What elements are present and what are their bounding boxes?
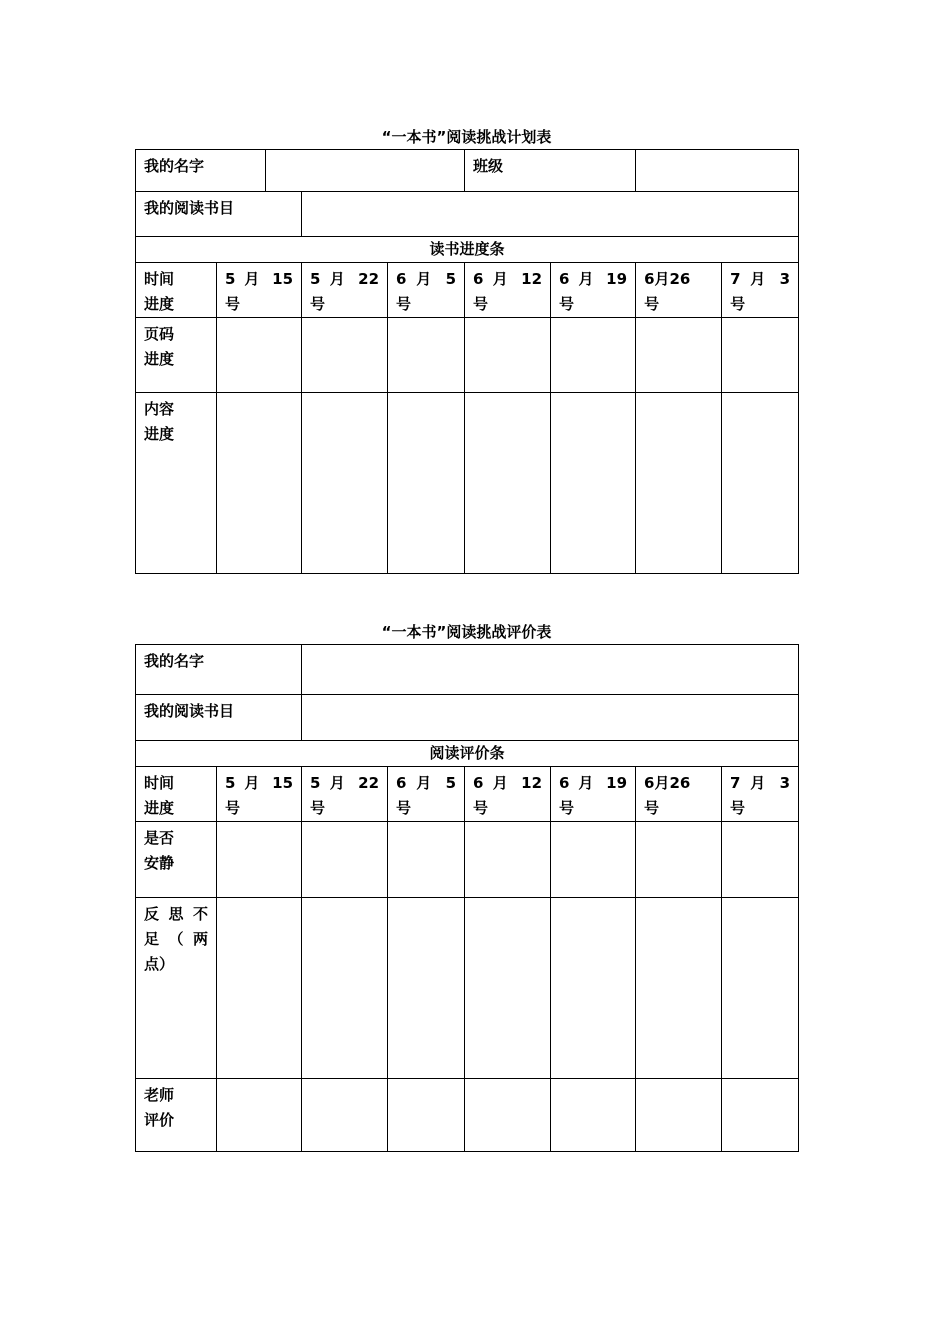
eval-date-2: 5 月 22 号 — [302, 767, 388, 822]
eval-date-5: 6 月 19 号 — [551, 767, 636, 822]
eval-reflect-cell[interactable] — [636, 898, 722, 1079]
plan-content-cell[interactable] — [722, 393, 799, 574]
eval-title: “一本书”阅读挑战评价表 — [381, 623, 552, 641]
plan-date-6: 6月26 号 — [636, 263, 722, 318]
plan-date-7: 7 月 3 号 — [722, 263, 799, 318]
eval-quiet-cell[interactable] — [388, 822, 465, 898]
eval-teacher-cell[interactable] — [217, 1079, 302, 1152]
eval-teacher-cell[interactable] — [551, 1079, 636, 1152]
eval-date-1: 5 月 15 号 — [217, 767, 302, 822]
plan-title: “一本书”阅读挑战计划表 — [381, 128, 552, 146]
eval-reflect-cell[interactable] — [302, 898, 388, 1079]
eval-section-header: 阅读评价条 — [136, 741, 799, 767]
eval-teacher-cell[interactable] — [302, 1079, 388, 1152]
eval-quiet-cell[interactable] — [551, 822, 636, 898]
plan-page-cell[interactable] — [636, 318, 722, 393]
plan-date-5: 6 月 19 号 — [551, 263, 636, 318]
plan-date-4: 6 月 12 号 — [465, 263, 551, 318]
plan-table — [135, 149, 799, 574]
plan-page-cell[interactable] — [465, 318, 551, 393]
eval-quiet-cell[interactable] — [722, 822, 799, 898]
eval-date-6: 6月26 号 — [636, 767, 722, 822]
plan-page-cell[interactable] — [302, 318, 388, 393]
plan-booklist-field[interactable] — [302, 192, 799, 237]
plan-page-cell[interactable] — [388, 318, 465, 393]
eval-quiet-cell[interactable] — [636, 822, 722, 898]
eval-quiet-label: 是否 安静 — [136, 822, 217, 898]
eval-reflect-cell[interactable] — [551, 898, 636, 1079]
plan-content-cell[interactable] — [302, 393, 388, 574]
plan-content-cell[interactable] — [217, 393, 302, 574]
eval-teacher-cell[interactable] — [636, 1079, 722, 1152]
eval-date-3: 6 月 5 号 — [388, 767, 465, 822]
eval-date-7: 7 月 3 号 — [722, 767, 799, 822]
plan-booklist-label: 我的阅读书目 — [136, 192, 302, 237]
eval-name-field[interactable] — [302, 645, 799, 695]
eval-table — [135, 644, 799, 1152]
eval-quiet-cell[interactable] — [217, 822, 302, 898]
eval-reflect-label: 反 思 不 足 （ 两 点） — [136, 898, 217, 1079]
plan-content-label: 内容 进度 — [136, 393, 217, 574]
eval-reflect-cell[interactable] — [465, 898, 551, 1079]
eval-teacher-cell[interactable] — [388, 1079, 465, 1152]
eval-reflect-cell[interactable] — [217, 898, 302, 1079]
eval-teacher-cell[interactable] — [722, 1079, 799, 1152]
plan-content-cell[interactable] — [551, 393, 636, 574]
plan-date-3: 6 月 5 号 — [388, 263, 465, 318]
eval-teacher-cell[interactable] — [465, 1079, 551, 1152]
plan-date-2: 5 月 22 号 — [302, 263, 388, 318]
eval-time-label: 时间 进度 — [136, 767, 217, 822]
plan-date-1: 5 月 15 号 — [217, 263, 302, 318]
plan-content-cell[interactable] — [465, 393, 551, 574]
eval-booklist-field[interactable] — [302, 695, 799, 741]
eval-reflect-cell[interactable] — [388, 898, 465, 1079]
plan-content-cell[interactable] — [388, 393, 465, 574]
plan-page-cell[interactable] — [217, 318, 302, 393]
plan-page-cell[interactable] — [722, 318, 799, 393]
eval-quiet-cell[interactable] — [465, 822, 551, 898]
eval-teacher-label: 老师 评价 — [136, 1079, 217, 1152]
eval-quiet-cell[interactable] — [302, 822, 388, 898]
eval-name-label: 我的名字 — [136, 645, 302, 695]
plan-class-field[interactable] — [636, 150, 799, 192]
plan-class-label: 班级 — [465, 150, 636, 192]
eval-date-4: 6 月 12 号 — [465, 767, 551, 822]
plan-content-cell[interactable] — [636, 393, 722, 574]
plan-section-header: 读书进度条 — [136, 237, 799, 263]
plan-time-label: 时间 进度 — [136, 263, 217, 318]
plan-page-label: 页码 进度 — [136, 318, 217, 393]
plan-name-label: 我的名字 — [136, 150, 266, 192]
eval-reflect-cell[interactable] — [722, 898, 799, 1079]
plan-name-field[interactable] — [266, 150, 465, 192]
eval-booklist-label: 我的阅读书目 — [136, 695, 302, 741]
plan-page-cell[interactable] — [551, 318, 636, 393]
